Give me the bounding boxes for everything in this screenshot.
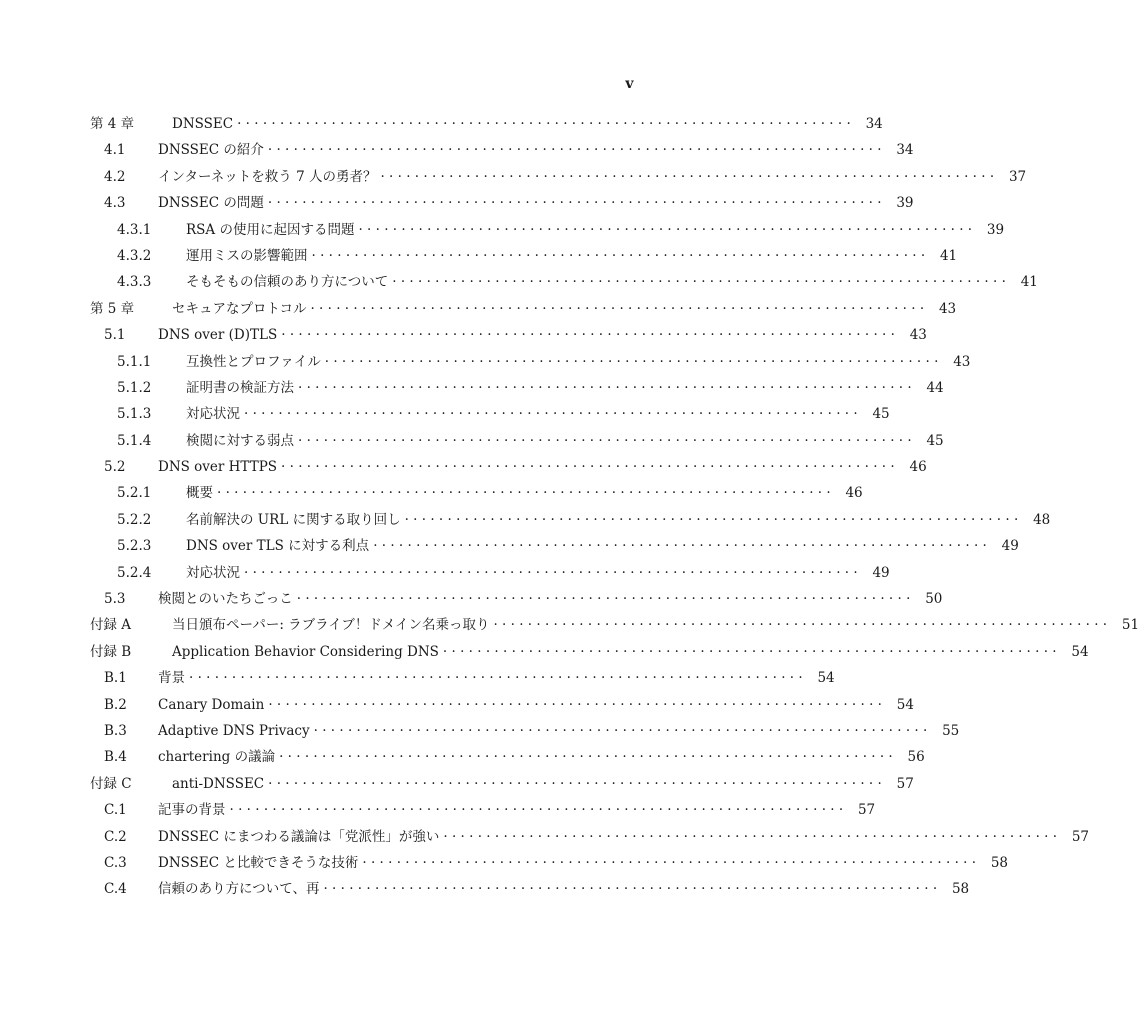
toc-entry[interactable] xyxy=(0,322,927,348)
toc-entry-title: DNSSEC の問題 xyxy=(158,195,264,212)
toc-entry-title: 対応状況 xyxy=(186,406,240,423)
toc-entry[interactable] xyxy=(0,797,876,823)
dot-leader: · · · · · · · · · · · · · · · · · · · · · · · · · · · · · · · · · · · · · · · · · · · · · · · · · · · · · · · · · · · · · · · · · · · · · · · · xyxy=(267,195,882,212)
toc-entry-page: 55 xyxy=(942,722,960,739)
dot-leader: · · · · · · · · · · · · · · · · · · · · · · · · · · · · · · · · · · · · · · · · · · · · · · · · · · · · · · · · · · · · · · · · · · · · · · · · xyxy=(298,432,912,449)
toc-entry-line xyxy=(186,560,890,586)
toc-entry-number: B.2 xyxy=(104,696,127,713)
toc-entry-number: 5.1.3 xyxy=(117,406,152,423)
toc-entry-title: 運用ミスの影響範囲 xyxy=(186,247,308,264)
toc-entry-page: 43 xyxy=(938,300,957,317)
toc-entry-title: Application Behavior Considering DNS xyxy=(172,643,439,660)
toc-entry[interactable] xyxy=(0,771,914,797)
toc-entry-page: 51 xyxy=(1121,617,1139,634)
toc-entry-title: インターネットを救う 7 人の勇者？ xyxy=(158,168,377,185)
toc-entry-page: 54 xyxy=(817,670,835,687)
toc-entry-title: セキュアなプロトコル xyxy=(172,300,307,317)
toc-entry[interactable] xyxy=(0,137,914,163)
toc-entry-title: 対応状況 xyxy=(186,564,240,581)
toc-entry-title: DNSSEC xyxy=(172,116,234,132)
toc-entry-number: C.2 xyxy=(104,828,127,845)
toc-entry-page: 58 xyxy=(990,854,1009,871)
toc-entry-line xyxy=(172,771,914,797)
toc-entry-line xyxy=(172,111,883,137)
toc-entry-number: 5.2.3 xyxy=(117,538,152,555)
toc-entry-line xyxy=(186,401,890,427)
dot-leader: · · · · · · · · · · · · · · · · · · · · · · · · · · · · · · · · · · · · · · · · · · · · · · · · · · · · · · · · · · · · · · · · · · · · · · · · xyxy=(268,696,882,713)
toc-entry[interactable] xyxy=(0,243,958,269)
toc-entry-page: 58 xyxy=(951,881,970,898)
toc-entry[interactable] xyxy=(0,533,1019,559)
toc-entry-title: RSA の使用に起因する問題 xyxy=(186,221,355,238)
toc-entry-line xyxy=(186,375,944,401)
toc-entry-page: 48 xyxy=(1033,511,1051,528)
toc-entry[interactable] xyxy=(0,744,925,770)
toc-entry-number: 4.1 xyxy=(104,142,126,159)
toc-entry-number: 4.2 xyxy=(104,168,126,185)
toc-entry-line xyxy=(186,533,1019,559)
toc-entry-title: 証明書の検証方法 xyxy=(186,379,294,396)
toc-entry-line xyxy=(158,824,1090,850)
toc-entry-line xyxy=(158,692,914,718)
toc-entry-line xyxy=(158,850,1009,876)
toc-entry-page: 45 xyxy=(872,406,890,423)
toc-entry[interactable] xyxy=(0,692,914,718)
toc-entry-page: 56 xyxy=(907,749,925,766)
toc-entry-number: 5.1.1 xyxy=(117,353,152,370)
toc-entry-title: 検閲に対する弱点 xyxy=(186,432,294,449)
toc-entry-title: DNSSEC と比較できそうな技術 xyxy=(158,854,359,871)
toc-entry[interactable] xyxy=(0,164,1027,190)
toc-entry-line xyxy=(186,269,1038,295)
toc-entry-number: 4.3.1 xyxy=(117,221,152,238)
toc-entry-page: 54 xyxy=(1071,643,1089,660)
page-number: v xyxy=(625,76,634,92)
toc-entry[interactable] xyxy=(0,217,1005,243)
toc-entry-page: 50 xyxy=(925,591,943,608)
toc-entry-number: 5.2.1 xyxy=(117,485,152,502)
toc-entry-number: 付録 C xyxy=(90,775,132,792)
dot-leader: · · · · · · · · · · · · · · · · · · · · · · · · · · · · · · · · · · · · · · · · · · · · · · · · · · · · · · · · · · · · · · · · · · · · · · · · xyxy=(324,353,939,370)
toc-entry-line xyxy=(186,243,958,269)
toc-entry-page: 46 xyxy=(845,485,863,502)
toc-entry-title: DNS over TLS に対する利点 xyxy=(186,538,370,555)
dot-leader: · · · · · · · · · · · · · · · · · · · · · · · · · · · · · · · · · · · · · · · · · · · · · · · · · · · · · · · · · · · · · · · · · · · · · · · · xyxy=(229,802,844,819)
toc-entry-page: 39 xyxy=(986,221,1005,238)
toc-entry[interactable] xyxy=(0,454,927,480)
toc-entry-number: B.4 xyxy=(104,749,127,766)
toc-entry-number: 第 5 章 xyxy=(90,300,135,317)
toc-entry-title: 記事の背景 xyxy=(158,802,226,819)
toc-entry-number: 4.3.3 xyxy=(117,274,152,291)
dot-leader: · · · · · · · · · · · · · · · · · · · · · · · · · · · · · · · · · · · · · · · · · · · · · · · · · · · · · · · · · · · · · · · · · · · · · · · · xyxy=(358,221,973,238)
toc-entry-page: 41 xyxy=(939,247,958,264)
dot-leader: · · · · · · · · · · · · · · · · · · · · · · · · · · · · · · · · · · · · · · · · · · · · · · · · · · · · · · · · · · · · · · · · · · · · · · · · xyxy=(281,459,895,476)
toc-entry-line xyxy=(186,217,1005,243)
toc-entry-line xyxy=(158,718,960,744)
dot-leader: · · · · · · · · · · · · · · · · · · · · · · · · · · · · · · · · · · · · · · · · · · · · · · · · · · · · · · · · · · · · · · · · · · · · · · · · xyxy=(323,881,938,898)
toc-entry[interactable] xyxy=(0,507,1051,533)
toc-entry-line xyxy=(172,612,1139,638)
toc-entry[interactable] xyxy=(0,349,971,375)
toc-entry-line xyxy=(186,507,1051,533)
dot-leader: · · · · · · · · · · · · · · · · · · · · · · · · · · · · · · · · · · · · · · · · · · · · · · · · · · · · · · · · · · · · · · · · · · · · · · · · xyxy=(404,511,1019,528)
toc-entry-title: 背景 xyxy=(158,670,185,687)
toc-entry-number: C.3 xyxy=(104,854,127,871)
dot-leader: · · · · · · · · · · · · · · · · · · · · · · · · · · · · · · · · · · · · · · · · · · · · · · · · · · · · · · · · · · · · · · · · · · · · · · · · xyxy=(443,828,1058,845)
toc-entry-line xyxy=(158,665,835,691)
toc-entry[interactable] xyxy=(0,639,1089,665)
toc-entry-page: 34 xyxy=(865,116,883,132)
toc-entry-page: 49 xyxy=(872,564,890,581)
toc-entry-line xyxy=(158,190,914,216)
toc-entry-number: B.3 xyxy=(104,722,127,739)
toc-entry-number: 第 4 章 xyxy=(90,116,135,132)
dot-leader: · · · · · · · · · · · · · · · · · · · · · · · · · · · · · · · · · · · · · · · · · · · · · · · · · · · · · · · · · · · · · · · · · · · · · · · · xyxy=(298,379,912,396)
toc-entry-page: 34 xyxy=(896,142,914,159)
toc-entry-title: DNSSEC にまつわる議論は「党派性」が強い xyxy=(158,828,440,845)
toc-entry-page: 44 xyxy=(926,379,944,396)
toc-entry-line xyxy=(172,296,957,322)
toc-entry-number: 付録 B xyxy=(90,643,132,660)
dot-leader: · · · · · · · · · · · · · · · · · · · · · · · · · · · · · · · · · · · · · · · · · · · · · · · · · · · · · · · · · · · · · · · · · · · · · · · · xyxy=(380,168,995,185)
toc-entry-number: 5.1 xyxy=(104,327,126,344)
toc-entry[interactable] xyxy=(0,876,970,902)
toc-entry-number: 5.2.4 xyxy=(117,564,152,581)
toc-entry-page: 39 xyxy=(896,195,914,212)
toc-entry-title: 互換性とプロファイル xyxy=(186,353,321,370)
toc-entry-line xyxy=(186,428,944,454)
toc-entry-title: Canary Domain xyxy=(158,696,265,713)
toc-entry-title: DNS over HTTPS xyxy=(158,459,278,476)
toc-entry[interactable] xyxy=(0,480,863,506)
toc-entry[interactable] xyxy=(0,586,943,612)
toc-entry-line xyxy=(172,639,1089,665)
toc-entry-line xyxy=(158,137,914,163)
toc-entry-number: C.4 xyxy=(104,881,127,898)
toc-entry[interactable] xyxy=(0,111,883,137)
toc-entry-page: 43 xyxy=(953,353,971,370)
toc-entry-title: 概要 xyxy=(186,485,213,502)
dot-leader: · · · · · · · · · · · · · · · · · · · · · · · · · · · · · · · · · · · · · · · · · · · · · · · · · · · · · · · · · · · · · · · · · · · · · · · · xyxy=(362,854,977,871)
toc-entry-line xyxy=(158,744,925,770)
toc-entry-number: 4.3.2 xyxy=(117,247,152,264)
toc-entry-number: 5.3 xyxy=(104,591,126,608)
dot-leader: · · · · · · · · · · · · · · · · · · · · · · · · · · · · · · · · · · · · · · · · · · · · · · · · · · · · · · · · · · · · · · · · · · · · · · · · xyxy=(244,406,858,423)
toc-entry-line xyxy=(158,164,1027,190)
dot-leader: · · · · · · · · · · · · · · · · · · · · · · · · · · · · · · · · · · · · · · · · · · · · · · · · · · · · · · · · · · · · · · · · · · · · · · · · xyxy=(217,485,831,502)
toc-entry-line xyxy=(158,454,927,480)
toc-entry-page: 37 xyxy=(1008,168,1027,185)
toc-entry[interactable] xyxy=(0,190,914,216)
toc-entry[interactable] xyxy=(0,665,835,691)
dot-leader: · · · · · · · · · · · · · · · · · · · · · · · · · · · · · · · · · · · · · · · · · · · · · · · · · · · · · · · · · · · · · · · · · · · · · · · · xyxy=(493,617,1108,634)
toc-entry-title: anti-DNSSEC xyxy=(172,775,265,792)
toc-entry-line xyxy=(186,349,971,375)
toc-entry-number: 付録 A xyxy=(90,617,132,634)
toc-entry[interactable] xyxy=(0,718,960,744)
toc-entry-number: 5.1.4 xyxy=(117,432,152,449)
dot-leader: · · · · · · · · · · · · · · · · · · · · · · · · · · · · · · · · · · · · · · · · · · · · · · · · · · · · · · · · · · · · · · · · · · · · · · · · xyxy=(281,327,895,344)
toc-entry[interactable] xyxy=(0,296,957,322)
toc-entry[interactable] xyxy=(0,560,890,586)
toc-entry-line xyxy=(186,480,863,506)
toc-entry-line xyxy=(158,586,943,612)
toc-entry-title: DNSSEC の紹介 xyxy=(158,142,264,159)
toc-entry-page: 43 xyxy=(909,327,927,344)
toc-entry-number: 5.2 xyxy=(104,459,126,476)
toc-entry-number: 4.3 xyxy=(104,195,126,212)
toc-entry-number: B.1 xyxy=(104,670,127,687)
toc-entry-number: 5.1.2 xyxy=(117,379,152,396)
dot-leader: · · · · · · · · · · · · · · · · · · · · · · · · · · · · · · · · · · · · · · · · · · · · · · · · · · · · · · · · · · · · · · · · · · · · · · · · xyxy=(311,247,926,264)
dot-leader: · · · · · · · · · · · · · · · · · · · · · · · · · · · · · · · · · · · · · · · · · · · · · · · · · · · · · · · · · · · · · · · · · · · · · · · · xyxy=(244,564,858,581)
dot-leader: · · · · · · · · · · · · · · · · · · · · · · · · · · · · · · · · · · · · · · · · · · · · · · · · · · · · · · · · · · · · · · · · · · · · · · · · xyxy=(296,591,911,608)
toc-entry-title: DNS over (D)TLS xyxy=(158,327,278,344)
dot-leader: · · · · · · · · · · · · · · · · · · · · · · · · · · · · · · · · · · · · · · · · · · · · · · · · · · · · · · · · · · · · · · · · · · · · · · · · xyxy=(442,643,1057,660)
dot-leader: · · · · · · · · · · · · · · · · · · · · · · · · · · · · · · · · · · · · · · · · · · · · · · · · · · · · · · · · · · · · · · · · · · · · · · · · xyxy=(189,670,803,687)
toc-entry-page: 57 xyxy=(896,775,914,792)
toc-entry[interactable] xyxy=(0,375,944,401)
table-of-contents xyxy=(0,111,1139,903)
toc-entry-page: 46 xyxy=(909,459,927,476)
toc-entry-number: 5.2.2 xyxy=(117,511,152,528)
toc-entry-page: 57 xyxy=(857,802,876,819)
toc-entry-line xyxy=(158,876,970,902)
dot-leader: · · · · · · · · · · · · · · · · · · · · · · · · · · · · · · · · · · · · · · · · · · · · · · · · · · · · · · · · · · · · · · · · · · · · · · · · xyxy=(279,749,893,766)
dot-leader: · · · · · · · · · · · · · · · · · · · · · · · · · · · · · · · · · · · · · · · · · · · · · · · · · · · · · · · · · · · · · · · · · · · · · · · · xyxy=(268,775,882,792)
toc-entry[interactable] xyxy=(0,824,1090,850)
toc-entry[interactable] xyxy=(0,428,944,454)
toc-entry-line xyxy=(158,797,876,823)
toc-entry-title: 当日頒布ペーパー: ラブライブ！ドメイン名乗っ取り xyxy=(172,617,490,634)
toc-entry-page: 57 xyxy=(1071,828,1090,845)
toc-entry-page: 54 xyxy=(896,696,914,713)
dot-leader: · · · · · · · · · · · · · · · · · · · · · · · · · · · · · · · · · · · · · · · · · · · · · · · · · · · · · · · · · · · · · · · · · · · · · · · · xyxy=(373,538,987,555)
toc-entry-title: 名前解決の URL に関する取り回し xyxy=(186,511,401,528)
toc-entry-number: C.1 xyxy=(104,802,127,819)
toc-entry-title: 検閲とのいたちごっこ xyxy=(158,591,293,608)
toc-entry-page: 49 xyxy=(1001,538,1019,555)
toc-entry[interactable] xyxy=(0,850,1009,876)
toc-entry-page: 41 xyxy=(1020,274,1038,291)
toc-entry-title: 信頼のあり方について、再 xyxy=(158,881,320,898)
toc-entry[interactable] xyxy=(0,401,890,427)
toc-entry-page: 45 xyxy=(926,432,944,449)
toc-entry-line xyxy=(158,322,927,348)
toc-entry[interactable] xyxy=(0,269,1038,295)
dot-leader: · · · · · · · · · · · · · · · · · · · · · · · · · · · · · · · · · · · · · · · · · · · · · · · · · · · · · · · · · · · · · · · · · · · · · · · · xyxy=(313,722,928,739)
dot-leader: · · · · · · · · · · · · · · · · · · · · · · · · · · · · · · · · · · · · · · · · · · · · · · · · · · · · · · · · · · · · · · · · · · · · · · · · xyxy=(237,116,851,132)
dot-leader: · · · · · · · · · · · · · · · · · · · · · · · · · · · · · · · · · · · · · · · · · · · · · · · · · · · · · · · · · · · · · · · · · · · · · · · · xyxy=(392,274,1006,291)
toc-entry-title: そもそもの信頼のあり方について xyxy=(186,274,389,291)
toc-entry-title: chartering の議論 xyxy=(158,749,276,766)
dot-leader: · · · · · · · · · · · · · · · · · · · · · · · · · · · · · · · · · · · · · · · · · · · · · · · · · · · · · · · · · · · · · · · · · · · · · · · · xyxy=(310,300,925,317)
dot-leader: · · · · · · · · · · · · · · · · · · · · · · · · · · · · · · · · · · · · · · · · · · · · · · · · · · · · · · · · · · · · · · · · · · · · · · · · xyxy=(267,142,882,159)
toc-entry[interactable] xyxy=(0,612,1139,638)
toc-entry-title: Adaptive DNS Privacy xyxy=(158,722,310,739)
